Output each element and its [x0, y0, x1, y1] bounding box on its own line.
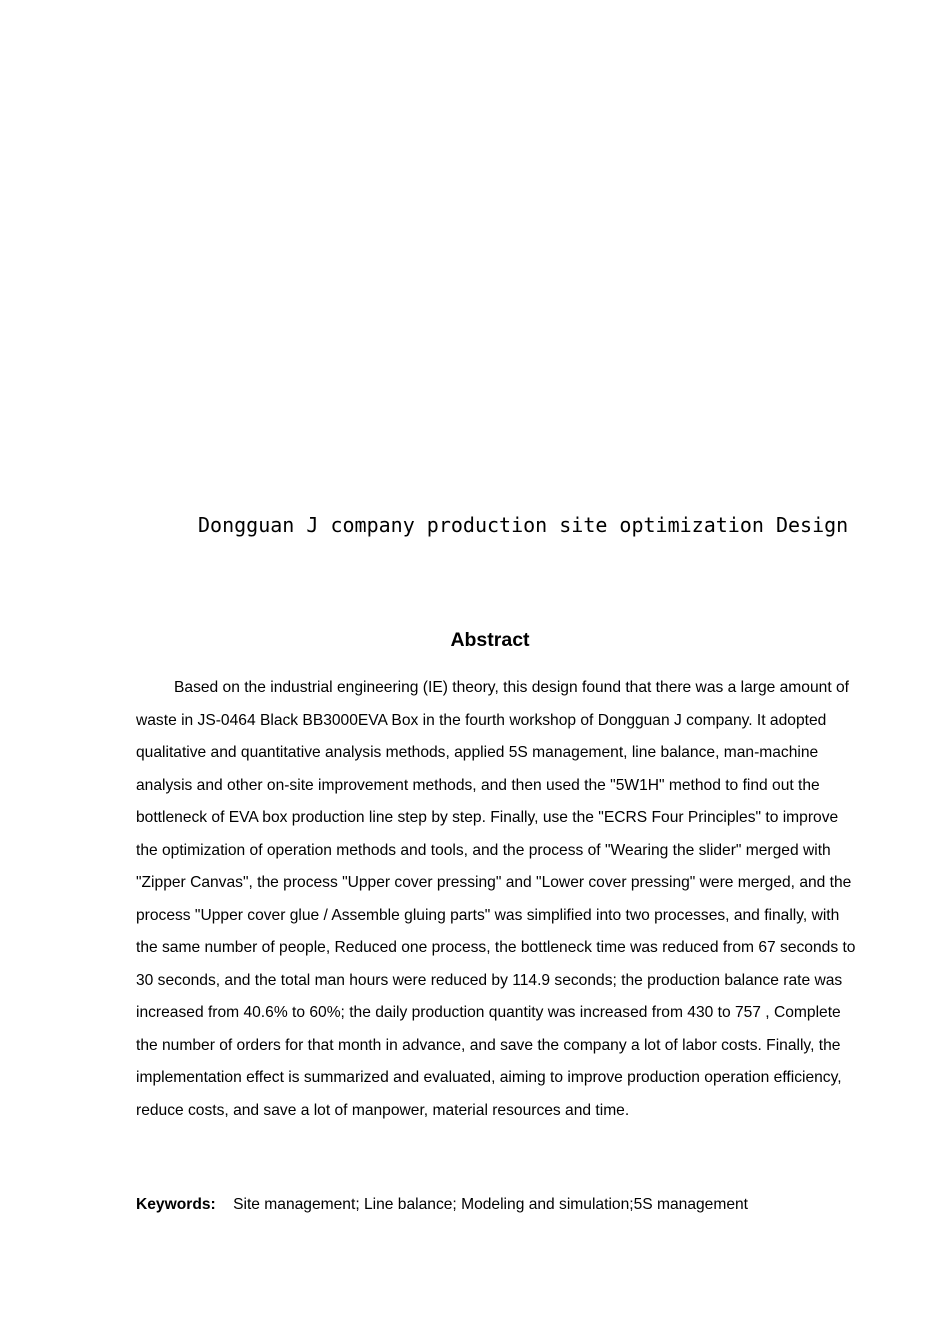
keywords-line [136, 1191, 864, 1219]
keywords-text: Site management; Line balance; Modeling and simulation;5S management [233, 1196, 749, 1213]
abstract-heading: Abstract [450, 629, 530, 651]
keywords-spacer [220, 1196, 229, 1213]
keywords-label: Keywords: [136, 1196, 216, 1213]
abstract-body: Based on the industrial engineering (IE) theory, this design found that there was a large amount of waste in JS-0464 Black BB3000EVA Box in the fourth workshop of Dongguan J company. It adopted qualitative and quantitative analysis methods, applied 5S management, line balance, man-machine analysis and other on-site improvement methods, and then used the "5W1H" method to find out the bottleneck of EVA box production line step by step. Finally, use the "ECRS Four Principles" to improve the optimization of operation methods and tools, and the process of "Wearing the slider" merged with "Zipper Canvas", the process "Upper cover pressing" and "Lower cover pressing" were merged, and the process "Upper cover glue / Assemble gluing parts" was simplified into two processes, and finally, with the same number of people, Reduced one process, the bottleneck time was reduced from 67 seconds to 30 seconds, and the total man hours were reduced by 114.9 seconds; the production balance rate was increased from 40.6% to 60%; the daily production quantity was increased from 430 to 757 , Complete the number of orders for that month in advance, and save the company a lot of labor costs. Finally, the implementation effect is summarized and evaluated, aiming to improve production operation efficiency, reduce costs, and save a lot of manpower, material resources and time. [136, 679, 856, 1119]
document-title: Dongguan J company production site optimization Design [198, 513, 849, 537]
